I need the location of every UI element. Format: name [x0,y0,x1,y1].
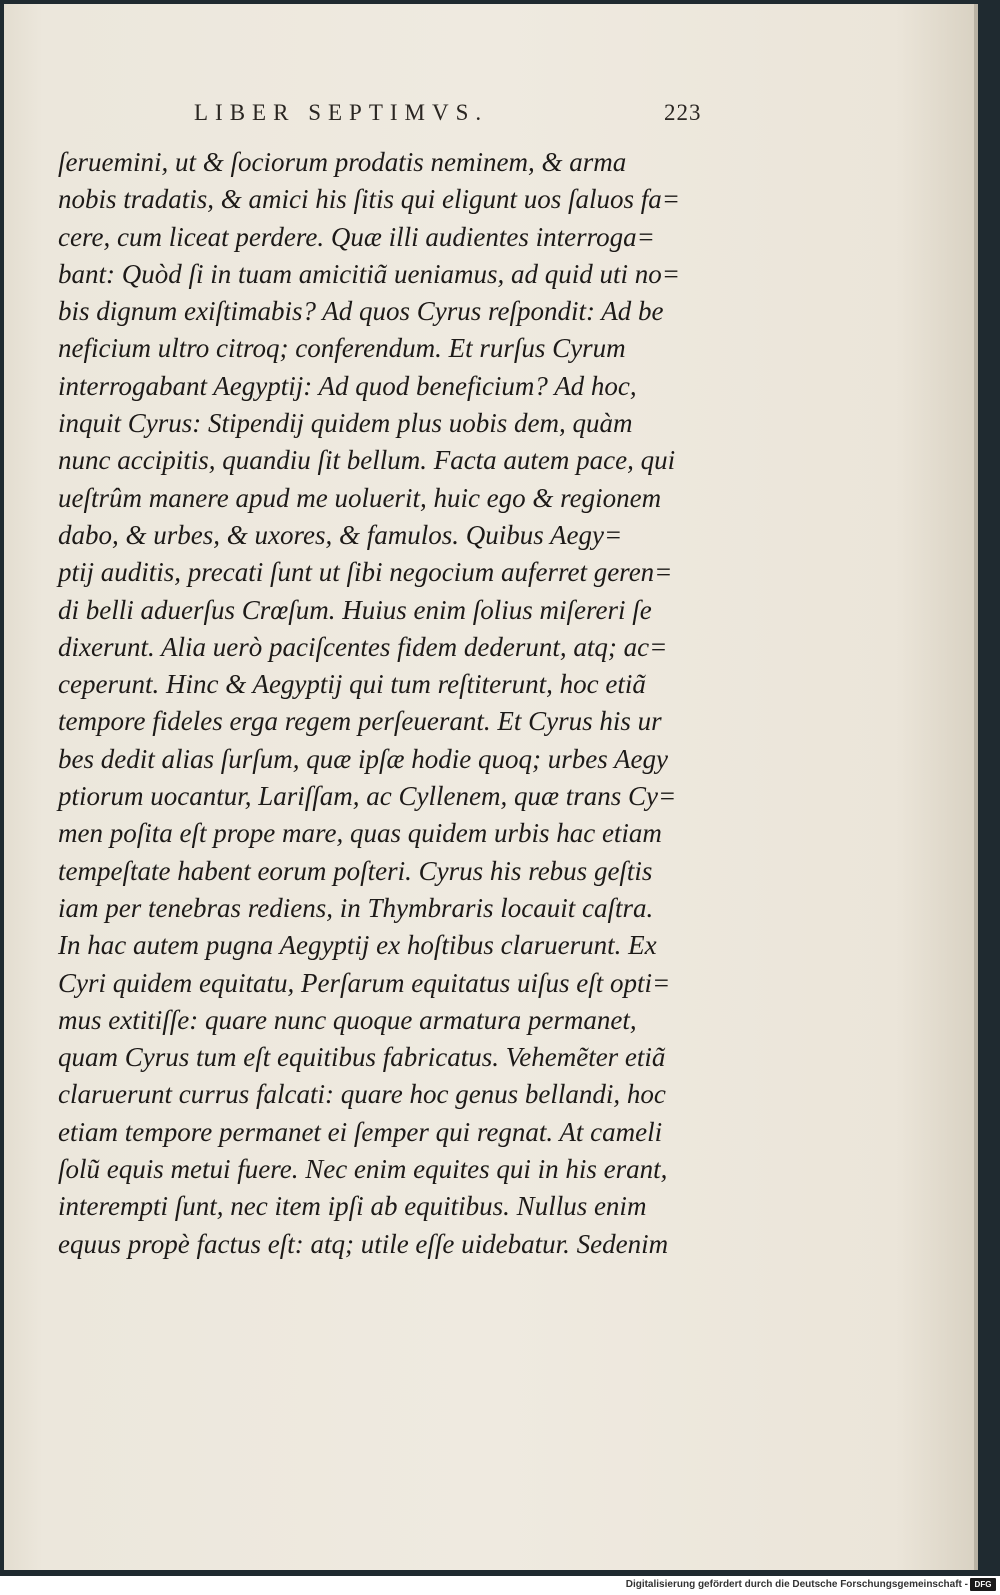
text-line: mus extitiſſe: quare nunc quoque armatura permanet, [58,1004,637,1035]
text-line: ueſtrûm manere apud me uoluerit, huic ego & regionem [58,482,662,513]
text-line: ſolũ equis metui fuere. Nec enim equites qui in his erant, [58,1154,668,1185]
text-line: nobis tradatis, & amici his ſitis qui eligunt uos ſaluos fa= [58,184,681,215]
book-page [4,4,978,1570]
text-line: bis dignum exiſtimabis? Ad quos Cyrus reſpondit: Ad be [58,296,664,327]
text-line: Cyri quidem equitatu, Perſarum equitatus uiſus eſt opti= [58,967,671,998]
text-line: cere, cum liceat perdere. Quæ illi audientes interroga= [58,221,655,252]
body-text [58,144,718,1263]
text-line: etiam tempore permanet ei ſemper qui regnat. At cameli [58,1116,663,1147]
text-line: bant: Quòd ſi in tuam amicitiã ueniamus, ad quid uti no= [58,258,680,289]
text-line: interrogabant Aegyptij: Ad quod beneficium? Ad hoc, [58,370,637,401]
text-line: ſeruemini, ut & ſociorum prodatis neminem, & arma [58,147,627,177]
text-line: ptiorum uocantur, Lariſſam, ac Cyllenem, quæ trans Cy= [58,781,677,812]
text-line: neficium ultro citroq; conferendum. Et rurſus Cyrum [58,333,626,364]
text-line: dabo, & urbes, & uxores, & famulos. Quibus Aegy= [58,519,623,550]
text-line: interempti ſunt, nec item ipſi ab equitibus. Nullus enim [58,1191,647,1222]
text-line: tempeſtate habent eorum poſteri. Cyrus his rebus geſtis [58,855,653,886]
text-line: claruerunt currus falcati: quare hoc genus bellandi, hoc [58,1079,666,1110]
text-line: inquit Cyrus: Stipendij quidem plus uobis dem, quàm [58,408,633,439]
text-line: dixerunt. Alia uerò paciſcentes fidem dederunt, atq; ac= [58,631,668,662]
text-line: bes dedit alias ſurſum, quæ ipſæ hodie quoq; urbes Aegy [58,743,668,774]
text-line: tempore fideles erga regem perſeuerant. Et Cyrus his ur [58,706,662,737]
page-number: 223 [664,100,702,125]
text-line: iam per tenebras rediens, in Thymbraris locauit caſtra. [58,892,654,923]
text-line: nunc accipitis, quandiu ſit bellum. Facta autem pace, qui [58,445,676,476]
text-line: quam Cyrus tum eſt equitibus fabricatus. Vehemẽter etiã [58,1042,666,1073]
text-line: ptij auditis, precati ſunt ut ſibi negocium auferret geren= [58,557,673,588]
dfg-logo-icon: DFG [970,1578,996,1591]
text-line: ceperunt. Hinc & Aegyptij qui tum reſtiterunt, hoc etiã [58,669,646,700]
running-head: LIBER SEPTIMVS. [194,100,489,125]
text-line: di belli aduerſus Crœſum. Huius enim ſolius miſereri ſe [58,594,652,625]
text-line: equus propè factus eſt: atq; utile eſſe uidebatur. Sedenim [58,1228,669,1259]
funding-credit: Digitalisierung gefördert durch die Deutsche Forschungsgemeinschaft - [625,1579,968,1590]
text-line: men poſita eſt prope mare, quas quidem urbis hac etiam [58,818,662,849]
text-line: In hac autem pugna Aegyptij ex hoſtibus claruerunt. Ex [58,930,657,961]
